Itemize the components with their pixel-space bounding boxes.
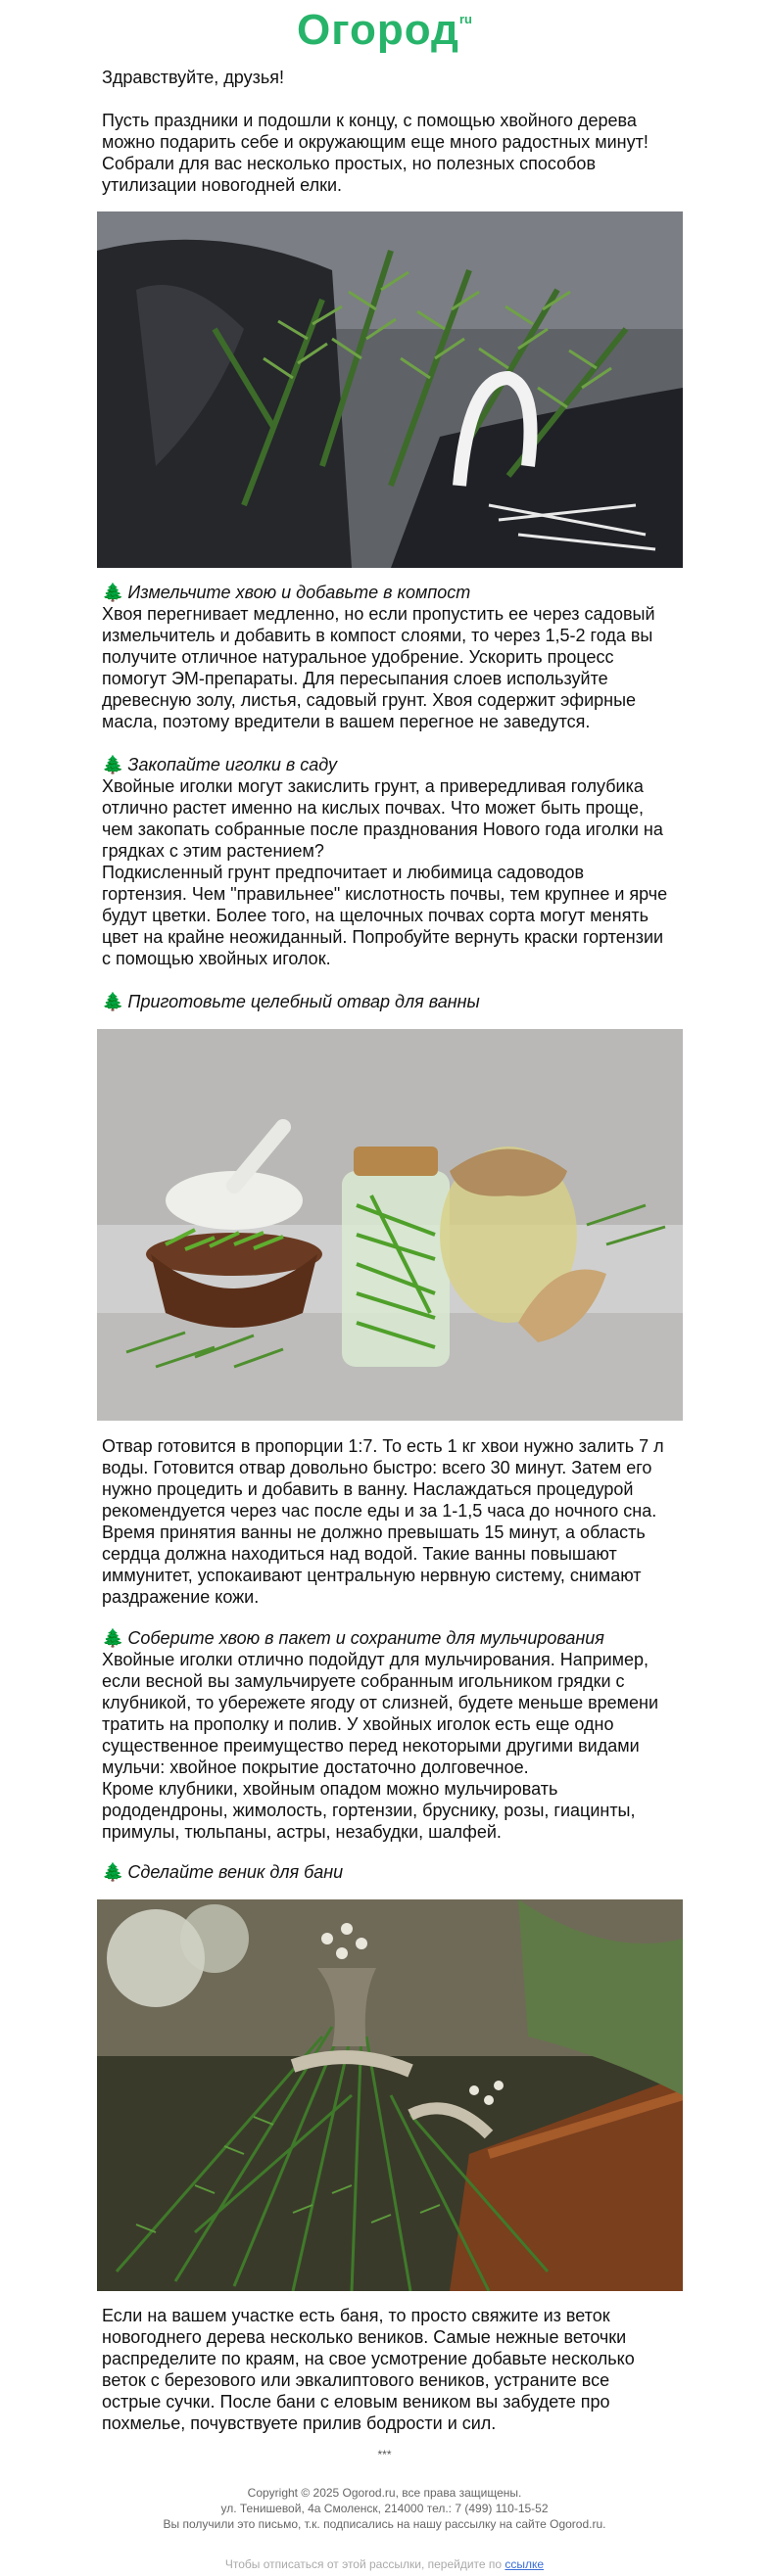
section-line: рододендроны, жимолость, гортензии, бруснику, розы, гиацинты, [102, 1801, 636, 1820]
section-title: Приготовьте целебный отвар для ванны [127, 992, 480, 1011]
intro-line: можно подарить себе и окружающим еще много радостных минут! [102, 132, 649, 152]
intro-block [102, 110, 680, 196]
section-line: помогут ЭМ-препараты. Для пересыпания слоев используйте [102, 669, 608, 688]
section-line: тратить на прополку и полив. У хвойных иголок есть еще одно [102, 1714, 614, 1734]
section-line: измельчитель и добавить в компост слоями, то через 1,5-2 года вы [102, 626, 653, 645]
section-line: примулы, тюльпаны, астры, незабудки, шалфей. [102, 1822, 502, 1842]
section-line: иммунитет, успокаивают центральную нервную систему, снимают [102, 1566, 642, 1585]
section-line: новогоднего дерева несколько веников. Самые нежные веточки [102, 2327, 627, 2347]
section-line: сердца должна находиться над водой. Такие ванны повышают [102, 1544, 617, 1564]
intro-line: Пусть праздники и подошли к концу, с помощью хвойного дерева [102, 111, 637, 130]
section-line: отлично растет именно на кислых почвах. Что может быть проще, [102, 798, 645, 818]
section-title: Сделайте веник для бани [127, 1862, 344, 1882]
section-line: Подкисленный грунт предпочитает и любимица садоводов [102, 863, 585, 882]
section-line: чем закопать собранные после празднования Нового года иголки на [102, 820, 663, 839]
section-title: Закопайте иголки в саду [127, 755, 338, 774]
section-mulch [102, 1627, 680, 1843]
section-bath [102, 1435, 680, 1608]
fir-tree-icon: 🌲 [102, 992, 124, 1011]
section-line: Хвойные иголки отлично подойдут для мульчирования. Например, [102, 1650, 649, 1669]
section-line: клубникой, то убережете ягоду от слизней, будете меньше времени [102, 1693, 659, 1712]
section-line: острые сучки. После бани с еловым веником вы забудете про [102, 2392, 610, 2412]
section-line: цвет на крайне неожиданный. Попробуйте вернуть краски гортензии [102, 927, 664, 947]
section-line: воды. Готовится отвар довольно быстро: всего 30 минут. Затем его [102, 1458, 652, 1477]
section-line: существенное преимущество перед некоторыми другими видами [102, 1736, 640, 1756]
fir-tree-icon: 🌲 [102, 1628, 124, 1648]
fir-needles-jars-image [97, 1029, 683, 1421]
section-title: Соберите хвою в пакет и сохраните для мульчирования [127, 1628, 604, 1648]
brand-name: Огород [297, 6, 459, 54]
section-line: Отвар готовится в пропорции 1:7. То есть 1 кг хвои нужно залить 7 л [102, 1436, 664, 1456]
footer-copyright: Copyright © 2025 Ogorod.ru, все права защищены. [247, 2486, 522, 2500]
section-line: распределите по краям, на свое усмотрение добавьте несколько [102, 2349, 635, 2368]
section-line: раздражение кожи. [102, 1587, 260, 1607]
section-bath-title [102, 991, 680, 1012]
section-line: древесную золу, листья, садовый грунт. Хвоя содержит эфирные [102, 690, 637, 710]
section-line: если весной вы замульчируете собранным игольником грядки с [102, 1671, 625, 1691]
section-line: нужно процедить и добавить в ванну. Наслаждаться процедурой [102, 1479, 634, 1499]
section-line: Время принятия ванны не должно превышать 15 минут, а область [102, 1522, 646, 1542]
section-line: Если на вашем участке есть баня, то просто свяжите из веток [102, 2306, 610, 2325]
separator: *** [377, 2448, 392, 2461]
footer-address: ул. Тенишевой, 4а Смоленск, 214000 тел.: 7 (499) 110-15-52 [220, 2502, 549, 2515]
section-line: будут цветки. Более того, на щелочных почвах сорта могут менять [102, 906, 649, 925]
section-line: Кроме клубники, хвойным опадом можно мульчировать [102, 1779, 558, 1799]
section-line: грядках с этим растением? [102, 841, 324, 861]
section-broom [102, 2305, 680, 2434]
section-broom-title [102, 1861, 680, 1883]
unsubscribe-link[interactable]: ссылке [505, 2557, 545, 2571]
unsubscribe-text: Чтобы отписаться от этой рассылки, перейдите по [224, 2557, 503, 2571]
section-line: Хвойные иголки могут закислить грунт, а привередливая голубика [102, 776, 644, 796]
section-line: с помощью хвойных иголок. [102, 949, 331, 968]
brand-logo[interactable] [0, 6, 769, 55]
section-line: получите отличное натуральное удобрение. Ускорить процесс [102, 647, 614, 667]
greeting-block [102, 67, 680, 88]
section-line: мульчи: хвойное покрытие достаточно долговечное. [102, 1757, 529, 1777]
unsubscribe-block [0, 2557, 769, 2571]
fir-tree-icon: 🌲 [102, 583, 124, 602]
brand-suffix: ru [458, 12, 472, 26]
footer [0, 2485, 769, 2532]
section-line: похмелье, почувствуете прилив бодрости и сил. [102, 2413, 497, 2433]
fir-tree-icon: 🌲 [102, 1862, 124, 1882]
fir-sauna-broom-image [97, 1899, 683, 2291]
greeting-text: Здравствуйте, друзья! [102, 68, 284, 87]
section-compost [102, 582, 680, 732]
section-line: масла, поэтому вредители в вашем перегное не заведутся. [102, 712, 591, 731]
intro-line: утилизации новогодней елки. [102, 175, 343, 195]
section-line: веток с березового или эвкалиптового веников, устраните все [102, 2370, 610, 2390]
fir-tree-icon: 🌲 [102, 755, 124, 774]
section-line: рекомендуется через час после еды и за 1-1,5 часа до ночного сна. [102, 1501, 657, 1521]
intro-line: Собрали для вас несколько простых, но полезных способов [102, 154, 597, 173]
section-title: Измельчите хвою и добавьте в компост [127, 583, 471, 602]
section-bury-needles [102, 754, 680, 969]
section-line: Хвоя перегнивает медленно, но если пропустить ее через садовый [102, 604, 655, 624]
fir-branches-bag-image [97, 211, 683, 568]
section-line: гортензия. Чем "правильнее" кислотность почвы, тем крупнее и ярче [102, 884, 668, 904]
footer-reason: Вы получили это письмо, т.к. подписались на нашу рассылку на сайте Ogorod.ru. [163, 2517, 606, 2531]
